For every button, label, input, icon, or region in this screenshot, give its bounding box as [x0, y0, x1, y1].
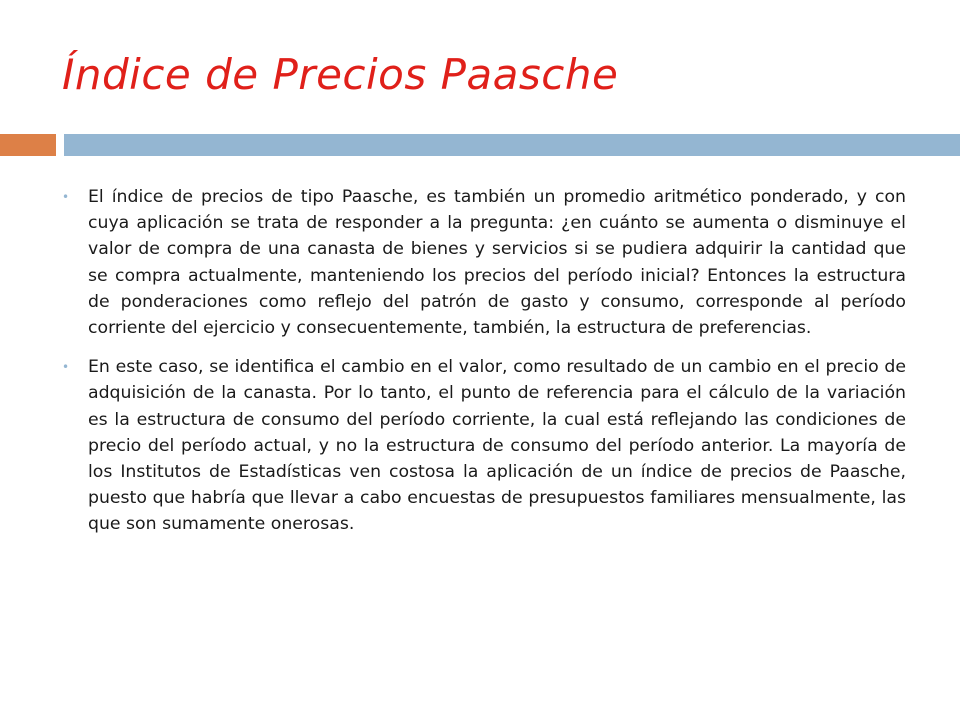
bullet-item [60, 184, 906, 341]
accent-bar-orange [0, 134, 56, 156]
bullet-dot-icon: • [62, 360, 70, 375]
bullet-text: En este caso, se identifica el cambio en el valor, como resultado de un cambio en el precio de adquisición de la canasta. Por lo tanto, el punto de referencia para el cálculo de la variación es la estructura de consumo del período corriente, la cual está reflejando las condiciones de precio del período actual, y no la estructura de consumo del período anterior. La mayoría de los Institutos de Estadísticas ven costosa la aplicación de un índice de precios de Paasche, puesto que habría que llevar a cabo encuestas de presupuestos familiares mensualmente, las que son sumamente onerosas. [88, 357, 906, 535]
bullet-text: El índice de precios de tipo Paasche, es también un promedio aritmético ponderado, y con cuya aplicación se trata de responder a la pregunta: ¿en cuánto se aumenta o disminuye el valor de compra de una canasta de bienes y servicios si se pudiera adquirir la cantidad que se compra actualmente, manteniendo los precios del período inicial? Entonces la estructura de ponderaciones como reflejo del patrón de gasto y consumo, corresponde al período corriente del ejercicio y consecuentemente, también, la estructura de preferencias. [88, 187, 906, 339]
bullet-item [60, 354, 906, 537]
slide-title: Índice de Precios Paasche [62, 50, 619, 99]
bullet-dot-icon: • [62, 190, 70, 204]
accent-bar-blue [64, 134, 960, 156]
bullet-list [60, 184, 906, 551]
